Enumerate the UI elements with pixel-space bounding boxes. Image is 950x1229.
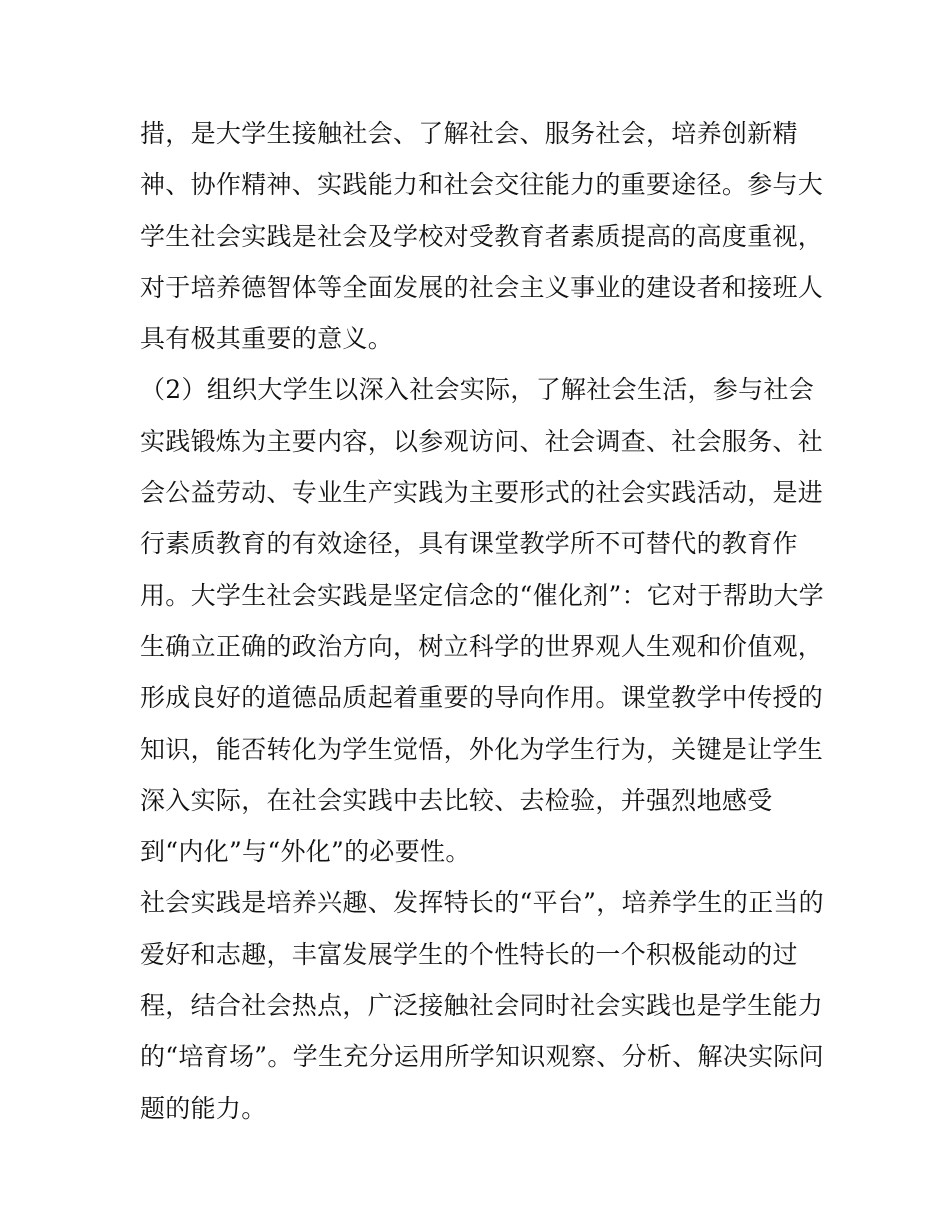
text-line: 实践锻炼为主要内容，以参观访问、社会调查、社会服务、社 xyxy=(140,426,824,456)
text-line: 学生社会实践是社会及学校对受教育者素质提高的高度重视， xyxy=(140,221,824,251)
text-line: 生确立正确的政治方向，树立科学的世界观人生观和价值观， xyxy=(140,631,824,661)
text-line: 社会实践是培养兴趣、发挥特长的“平台”，培养学生的正当的 xyxy=(140,888,824,918)
body-text xyxy=(140,108,824,1134)
text-line: 程，结合社会热点，广泛接触社会同时社会实践也是学生能力 xyxy=(140,991,824,1021)
text-line: 的“培育场”。学生充分运用所学知识观察、分析、解决实际问 xyxy=(140,1042,824,1072)
text-line: （2）组织大学生以深入社会实际，了解社会生活，参与社会 xyxy=(140,375,815,405)
text-line: 深入实际，在社会实践中去比较、去检验，并强烈地感受 xyxy=(140,785,773,815)
text-line: 爱好和志趣，丰富发展学生的个性特长的一个积极能动的过 xyxy=(140,939,798,969)
text-line: 题的能力。 xyxy=(140,1093,267,1123)
text-line: 会公益劳动、专业生产实践为主要形式的社会实践活动，是进 xyxy=(140,478,824,508)
text-line: 行素质教育的有效途径，具有课堂教学所不可替代的教育作 xyxy=(140,529,798,559)
text-line: 具有极其重要的意义。 xyxy=(140,324,394,354)
text-line: 到“内化”与“外化”的必要性。 xyxy=(140,837,471,867)
text-line: 神、协作精神、实践能力和社会交往能力的重要途径。参与大 xyxy=(140,170,824,200)
text-line: 知识，能否转化为学生觉悟，外化为学生行为，关键是让学生 xyxy=(140,734,824,764)
text-line: 措，是大学生接触社会、了解社会、服务社会，培养创新精 xyxy=(140,119,798,148)
text-line: 对于培养德智体等全面发展的社会主义事业的建设者和接班人 xyxy=(140,272,824,302)
text-line: 用。大学生社会实践是坚定信念的“催化剂”：它对于帮助大学 xyxy=(140,580,824,610)
text-line: 形成良好的道德品质起着重要的导向作用。课堂教学中传授的 xyxy=(140,683,824,713)
